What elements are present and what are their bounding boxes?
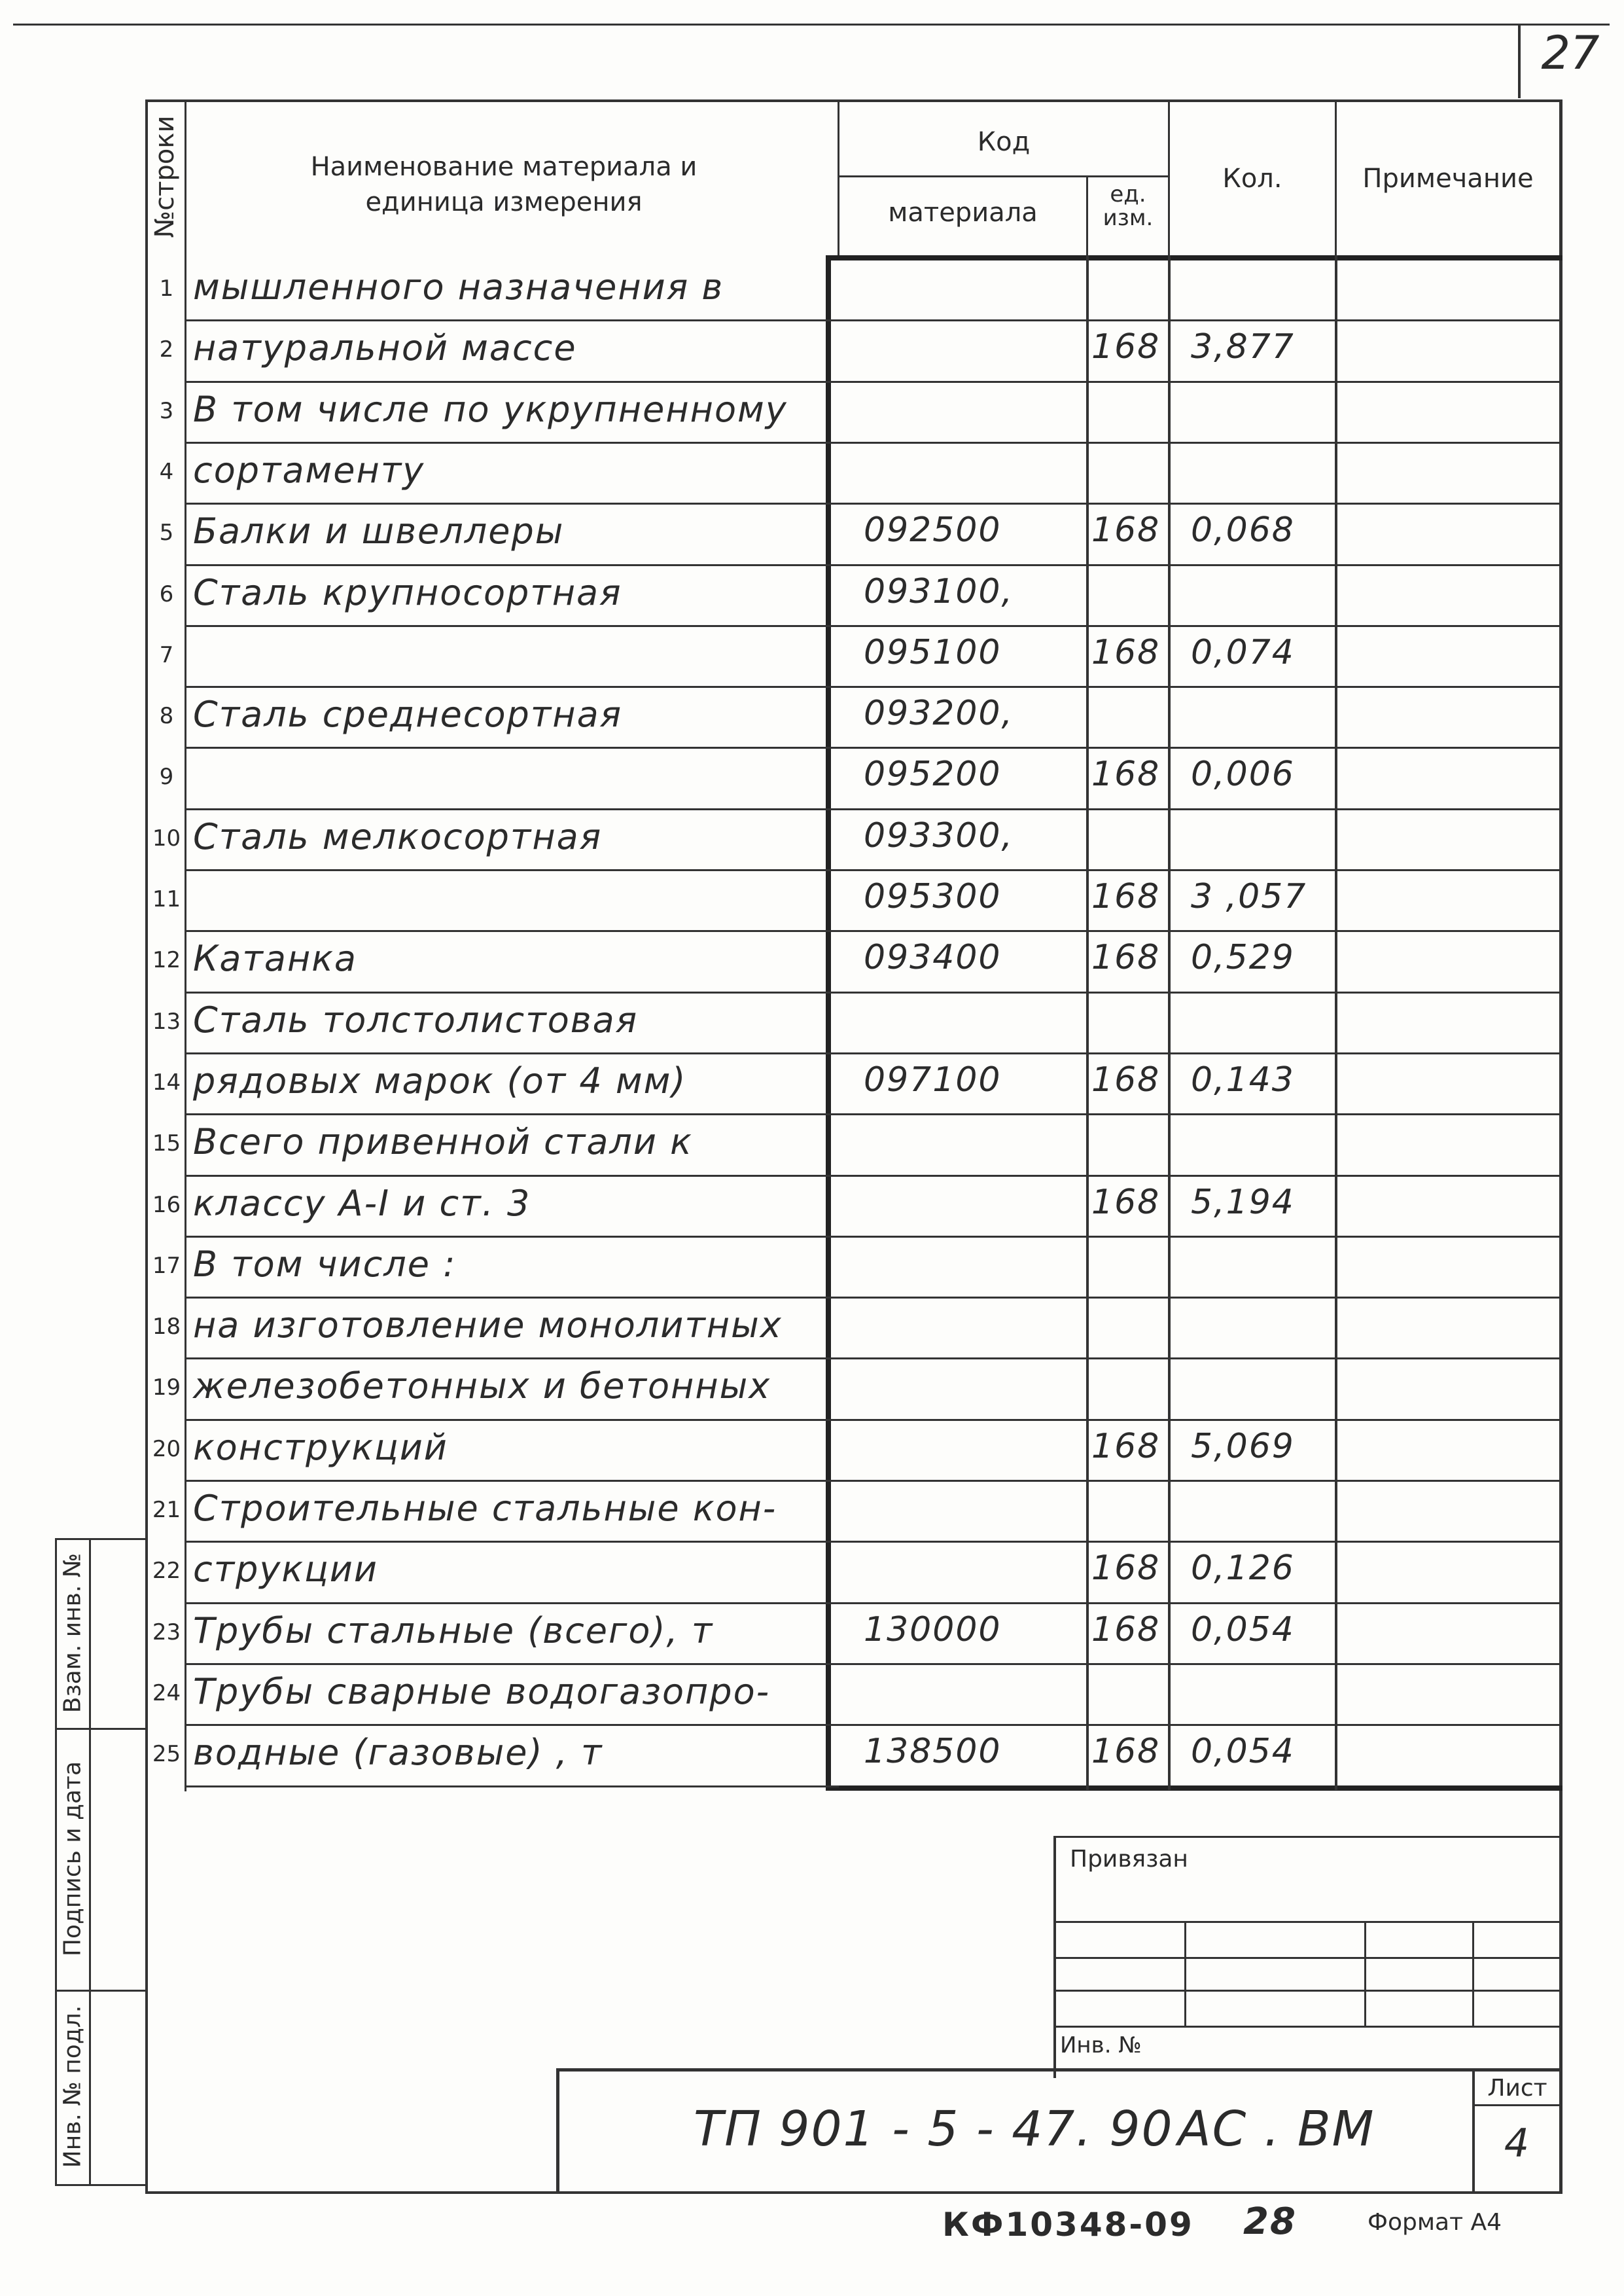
row-name: на изготовление монолитных <box>193 1304 783 1346</box>
row-unit: 168 <box>1091 1183 1161 1222</box>
row-line <box>185 1724 1559 1726</box>
row-line <box>185 930 1559 932</box>
row-number: 23 <box>152 1619 181 1645</box>
title-sheet-divider <box>1472 2068 1475 2193</box>
col-line-no <box>185 99 186 1791</box>
stamp-col-1 <box>1184 1921 1186 2026</box>
row-name: Всего привенной стали к <box>193 1121 693 1162</box>
row-number: 19 <box>152 1374 181 1401</box>
row-qty: 5,194 <box>1191 1183 1295 1222</box>
row-line <box>185 808 1559 810</box>
footer-page: 28 <box>1243 2200 1297 2243</box>
doc-designation: ТП 901 - 5 - 47. 90 <box>694 2101 1174 2157</box>
col-line-name-header <box>838 99 839 257</box>
stamp-col-2 <box>1364 1921 1366 2026</box>
row-number: 18 <box>152 1314 181 1340</box>
row-name: сортаменту <box>193 450 425 491</box>
row-code: 093400 <box>864 938 1002 977</box>
rows-bottom-thick <box>826 1785 1562 1791</box>
row-line <box>185 686 1559 688</box>
row-unit: 168 <box>1091 511 1161 550</box>
row-code: 093200, <box>864 694 1014 733</box>
header-qty: Кол. <box>1222 164 1282 194</box>
title-sheet-line <box>1472 2104 1561 2106</box>
row-line <box>185 1785 839 1787</box>
title-top <box>556 2068 1561 2072</box>
stamp-col-3 <box>1472 1921 1474 2026</box>
row-number: 6 <box>159 581 174 607</box>
row-code: 097100 <box>864 1060 1002 1100</box>
col-line-qty <box>1168 255 1171 1790</box>
top-border <box>13 24 1610 26</box>
row-line <box>185 1663 1559 1665</box>
sheet-number: 4 <box>1504 2121 1531 2166</box>
row-unit: 168 <box>1091 938 1161 977</box>
row-name: классу А-I и ст. 3 <box>193 1183 531 1224</box>
sidebar-inv-podl: Инв. № подл. <box>59 2005 86 2168</box>
row-line <box>185 747 1559 749</box>
stamp-inv-no: Инв. № <box>1060 2032 1142 2058</box>
frame-bottom <box>145 2191 1562 2194</box>
stamp-row-1 <box>1053 1921 1561 1923</box>
row-code: 095200 <box>864 755 1002 794</box>
col-line-note <box>1335 255 1337 1790</box>
row-line <box>185 1419 1559 1421</box>
row-line <box>185 1357 1559 1359</box>
row-unit: 168 <box>1091 1732 1161 1771</box>
row-unit: 168 <box>1091 633 1161 672</box>
row-number: 21 <box>152 1497 181 1523</box>
stamp-row-4 <box>1053 2026 1561 2028</box>
row-number: 12 <box>152 947 181 973</box>
stamp-top <box>1053 1836 1561 1838</box>
row-number: 11 <box>152 886 181 912</box>
row-qty: 0,143 <box>1191 1060 1295 1100</box>
row-number: 5 <box>159 520 174 546</box>
row-unit: 168 <box>1091 1549 1161 1588</box>
row-name: конструкций <box>193 1427 448 1468</box>
row-line <box>185 1113 1559 1115</box>
title-left <box>556 2068 559 2193</box>
row-qty: 0,054 <box>1191 1732 1295 1771</box>
sidebar-bottom <box>55 2184 147 2186</box>
footer-code: КФ10348-09 <box>942 2206 1194 2244</box>
row-number: 4 <box>159 459 174 485</box>
row-number: 7 <box>159 642 174 668</box>
row-code: 095300 <box>864 877 1002 916</box>
row-name: В том числе по укрупненному <box>193 389 788 430</box>
row-name: Сталь крупносортная <box>193 572 622 613</box>
row-qty: 0,529 <box>1191 938 1295 977</box>
row-line <box>185 564 1559 566</box>
row-name: Строительные стальные кон- <box>193 1488 777 1529</box>
row-name: В том числе : <box>193 1244 457 1285</box>
row-code: 093100, <box>864 572 1014 611</box>
row-qty: 0,074 <box>1191 633 1295 672</box>
row-line <box>185 319 1559 321</box>
frame-left <box>145 99 148 2194</box>
row-code: 130000 <box>864 1610 1002 1649</box>
row-number: 24 <box>152 1680 181 1706</box>
sidebar-podpis: Подпись и дата <box>59 1761 86 1957</box>
row-unit: 168 <box>1091 877 1161 916</box>
row-name: Сталь среднесортная <box>193 694 623 735</box>
row-name: Трубы стальные (всего), т <box>193 1610 714 1651</box>
frame-right <box>1559 99 1562 2194</box>
row-line <box>185 1175 1559 1177</box>
row-unit: 168 <box>1091 755 1161 794</box>
row-number: 3 <box>159 398 174 424</box>
rows-top-thick <box>826 255 1562 260</box>
table-top-border <box>145 99 1562 102</box>
row-number: 15 <box>152 1130 181 1157</box>
code-subheader-line <box>838 175 1168 177</box>
row-code: 092500 <box>864 511 1002 550</box>
row-name: Сталь мелкосортная <box>193 816 603 857</box>
row-line <box>185 503 1559 505</box>
header-note: Примечание <box>1362 164 1534 194</box>
row-line <box>185 869 1559 871</box>
row-code: 095100 <box>864 633 1002 672</box>
sidebar-vzam-inv: Взам. инв. № <box>59 1552 86 1713</box>
footer-format: Формат А4 <box>1368 2209 1502 2236</box>
row-qty: 0,126 <box>1191 1549 1295 1588</box>
row-line <box>185 1052 1559 1054</box>
row-code: 138500 <box>864 1732 1002 1771</box>
row-line <box>185 1297 1559 1299</box>
row-line <box>185 1602 1559 1604</box>
row-unit: 168 <box>1091 1610 1161 1649</box>
stamp-row-2 <box>1053 1957 1561 1959</box>
row-number: 20 <box>152 1436 181 1462</box>
header-row-number: №строки <box>150 115 180 238</box>
row-qty: 5,069 <box>1191 1427 1295 1466</box>
row-line <box>185 1480 1559 1482</box>
row-number: 1 <box>159 276 174 302</box>
row-qty: 3 ,057 <box>1191 877 1307 916</box>
sidebar-inner-line <box>89 1538 91 2186</box>
row-qty: 3,877 <box>1191 327 1295 367</box>
row-unit: 168 <box>1091 1060 1161 1100</box>
row-number: 14 <box>152 1069 181 1096</box>
row-number: 2 <box>159 336 174 363</box>
row-name: Трубы сварные водогазопро- <box>193 1671 771 1712</box>
row-name: мышленного назначения в <box>193 266 724 308</box>
row-number: 16 <box>152 1192 181 1218</box>
header-name: Наименование материала и единица измерения <box>310 152 697 217</box>
row-line <box>185 1236 1559 1238</box>
row-name: Катанка <box>193 938 357 979</box>
row-name: струкции <box>193 1549 378 1590</box>
row-number: 22 <box>152 1558 181 1584</box>
row-name: Сталь толстолистовая <box>193 999 639 1041</box>
row-name: железобетонных и бетонных <box>193 1365 771 1407</box>
col-line-unit <box>1086 255 1089 1790</box>
sheet-label: Лист <box>1487 2075 1547 2102</box>
row-line <box>185 625 1559 627</box>
row-line <box>185 1541 1559 1543</box>
doc-section: АС . ВМ <box>1178 2101 1375 2157</box>
row-unit: 168 <box>1091 1427 1161 1466</box>
header-unit: ед. изм. <box>1103 181 1154 231</box>
page-number: 27 <box>1541 26 1600 80</box>
row-name: рядовых марок (от 4 мм) <box>193 1060 687 1102</box>
row-number: 17 <box>152 1253 181 1279</box>
row-qty: 0,006 <box>1191 755 1295 794</box>
stamp-row-3 <box>1053 1990 1561 1992</box>
row-name: Балки и швеллеры <box>193 511 565 552</box>
row-unit: 168 <box>1091 327 1161 367</box>
stamp-privyazan: Привязан <box>1070 1846 1188 1873</box>
row-number: 13 <box>152 1009 181 1035</box>
row-number: 9 <box>159 764 174 790</box>
row-code: 093300, <box>864 816 1014 855</box>
row-line <box>185 381 1559 383</box>
header-code: Код <box>977 127 1031 157</box>
row-line <box>185 442 1559 444</box>
row-line <box>185 992 1559 994</box>
row-number: 10 <box>152 825 181 852</box>
row-name: натуральной массе <box>193 327 577 368</box>
row-number: 25 <box>152 1741 181 1767</box>
header-code-material: материала <box>888 198 1038 228</box>
row-number: 8 <box>159 703 174 729</box>
rows-left-thick <box>826 255 831 1790</box>
row-qty: 0,068 <box>1191 511 1295 550</box>
row-name: водные (газовые) , т <box>193 1732 603 1773</box>
row-qty: 0,054 <box>1191 1610 1295 1649</box>
